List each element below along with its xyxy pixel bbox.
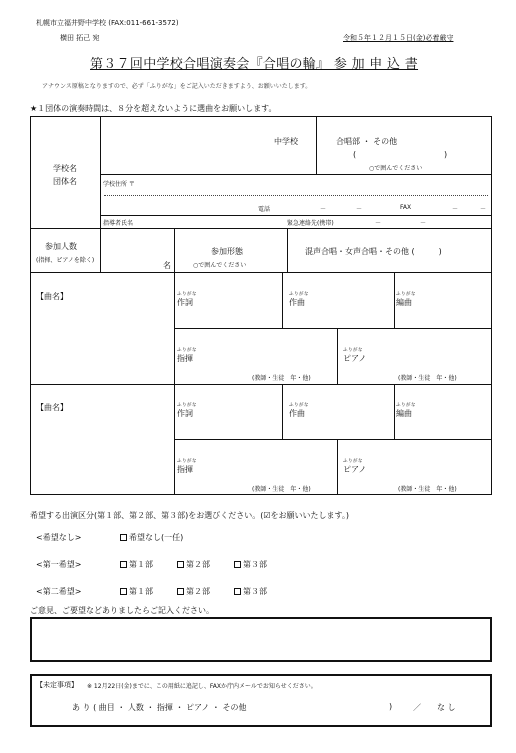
- conductor-ruby-2: ふりがな: [177, 459, 197, 464]
- piano-ruby-1: ふりがな: [343, 348, 363, 353]
- emergency-label: 緊急連絡先(携帯): [287, 220, 334, 227]
- checkbox-icon[interactable]: [120, 588, 127, 595]
- undecided-close-paren: ): [389, 702, 393, 711]
- undecided-no-option[interactable]: な し: [437, 703, 456, 712]
- checkbox-icon[interactable]: [177, 588, 184, 595]
- undecided-label: 【未定事項】: [36, 681, 78, 689]
- participant-count-unit: 名: [163, 261, 171, 270]
- arranger-label-1: 編曲: [396, 298, 412, 307]
- participation-form-options[interactable]: 混声合唱・女声合唱・その他 ( ): [305, 247, 442, 256]
- conductor-role-note-1: (教師・生徒 年・他): [252, 375, 311, 382]
- second-choice-part-2[interactable]: 第２部: [177, 586, 210, 597]
- song-title-label-2: 【曲名】: [36, 403, 68, 412]
- piano-role-note-1: (教師・生徒 年・他): [398, 375, 457, 382]
- conductor-ruby-1: ふりがな: [177, 348, 197, 353]
- junior-high-label: 中学校: [274, 137, 298, 146]
- song-title-label-1: 【曲名】: [36, 292, 68, 301]
- lyricist-label-2: 作詞: [177, 409, 193, 418]
- arranger-label-2: 編曲: [396, 409, 412, 418]
- teacher-field[interactable]: [145, 217, 280, 227]
- address-label: 学校住所 〒: [103, 181, 135, 188]
- phone-dash-1: －: [320, 206, 327, 213]
- fax-label: FAX: [400, 204, 412, 211]
- emergency-dash-2: －: [420, 220, 427, 227]
- division-row-label-1: <第一希望>: [36, 560, 82, 569]
- opinion-textarea[interactable]: [30, 617, 492, 662]
- second-choice-part-3[interactable]: 第３部: [234, 586, 267, 597]
- phone-dash-2: －: [356, 206, 363, 213]
- arranger-ruby-2: ふりがな: [396, 403, 416, 408]
- composer-ruby-2: ふりがな: [289, 403, 309, 408]
- composer-label-2: 作曲: [289, 409, 305, 418]
- furigana-note: アナウンス原稿となりますので、必ず「ふりがな」をご記入いただきますよう、お願いいたします。: [42, 83, 312, 90]
- undecided-yes-option[interactable]: あ り ( 曲目 ・ 人数 ・ 指揮 ・ ピアノ ・ その他: [72, 703, 247, 712]
- fax-dash-1: －: [452, 206, 459, 213]
- club-circle-note: ○で囲んでください: [369, 165, 423, 172]
- phone-label: 電話: [258, 206, 271, 213]
- piano-label-2: ピアノ: [343, 465, 367, 474]
- opinion-label: ご意見、ご要望などありましたらご記入ください。: [30, 606, 214, 615]
- recipient-name: 横田 拓己 宛: [60, 34, 100, 42]
- piano-label-1: ピアノ: [343, 354, 367, 363]
- group-name-label: 団体名: [53, 177, 77, 186]
- club-other-field[interactable]: [362, 148, 442, 160]
- participant-count-field[interactable]: [102, 231, 162, 269]
- fax-dash-2: －: [480, 206, 487, 213]
- lyricist-ruby-1: ふりがな: [177, 292, 197, 297]
- first-choice-part-2[interactable]: 第２部: [177, 559, 210, 570]
- time-rule: ★１団体の演奏時間は、８分を超えないように選曲をお願いします。: [30, 104, 277, 113]
- teacher-label: 指導者氏名: [103, 220, 134, 227]
- first-choice-part-3[interactable]: 第３部: [234, 559, 267, 570]
- conductor-role-note-2: (教師・生徒 年・他): [252, 486, 311, 493]
- school-line: 札幌市立福井野中学校 (FAX:011-661-3572): [36, 19, 179, 27]
- lyricist-ruby-2: ふりがな: [177, 403, 197, 408]
- participant-count-note: (指揮、ピアノを除く): [36, 257, 95, 264]
- school-name-label: 学校名: [53, 164, 77, 173]
- checkbox-icon[interactable]: [120, 534, 127, 541]
- song-title-field-2[interactable]: [36, 415, 170, 491]
- song-title-field-1[interactable]: [36, 304, 170, 380]
- address-field[interactable]: [150, 177, 486, 191]
- first-choice-part-1[interactable]: 第１部: [120, 559, 153, 570]
- piano-ruby-2: ふりがな: [343, 459, 363, 464]
- piano-role-note-2: (教師・生徒 年・他): [398, 486, 457, 493]
- arranger-ruby-1: ふりがな: [396, 292, 416, 297]
- undecided-note: ※ 12月22日(金)までに、この用紙に追記し、FAXか庁内メールでお知らせください。: [87, 683, 317, 690]
- conductor-label-2: 指揮: [177, 465, 193, 474]
- checkbox-icon[interactable]: [234, 561, 241, 568]
- lyricist-label-1: 作詞: [177, 298, 193, 307]
- division-row-label-0: <希望なし>: [36, 533, 82, 542]
- participant-count-label: 参加人数: [45, 242, 77, 251]
- composer-label-1: 作曲: [289, 298, 305, 307]
- club-paren-open: (: [353, 150, 357, 159]
- deadline: 令和５年１２月１５日(金)必着厳守: [343, 34, 454, 42]
- address-dotted-line: [104, 195, 488, 196]
- checkbox-icon[interactable]: [177, 561, 184, 568]
- division-instruction: 希望する出演区分(第１部、第２部、第３部)をお選びください。(☑をお願いいたします。): [30, 511, 350, 520]
- division-row-label-2: <第二希望>: [36, 587, 82, 596]
- page-title: 第３７回中学校合唱演奏会『合唱の輪』 参 加 申 込 書: [90, 57, 419, 72]
- division-option-none[interactable]: 希望なし(一任): [120, 532, 183, 543]
- undecided-separator: ／: [413, 703, 421, 712]
- participation-form-label: 参加形態: [211, 247, 243, 256]
- checkbox-icon[interactable]: [120, 561, 127, 568]
- participation-form-note: ○で囲んでください: [193, 262, 247, 269]
- emergency-dash-1: －: [375, 220, 382, 227]
- second-choice-part-1[interactable]: 第１部: [120, 586, 153, 597]
- conductor-label-1: 指揮: [177, 354, 193, 363]
- composer-ruby-1: ふりがな: [289, 292, 309, 297]
- checkbox-icon[interactable]: [234, 588, 241, 595]
- club-paren-close: ): [444, 150, 448, 159]
- club-choice-label: 合唱部 ・ その他: [336, 137, 398, 146]
